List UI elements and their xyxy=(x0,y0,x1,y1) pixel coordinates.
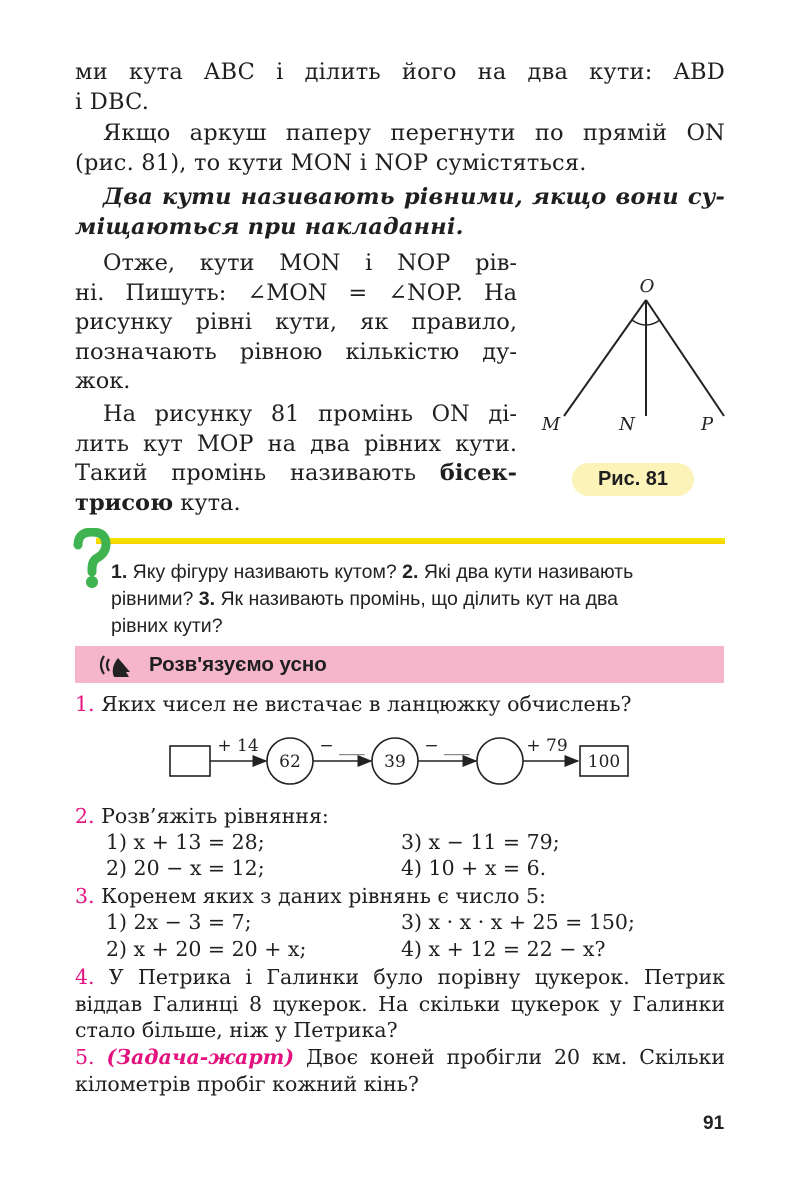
label-p: P xyxy=(700,414,714,435)
text-line: жок. xyxy=(75,368,131,394)
definition-line: міщаються при накладанні. xyxy=(75,213,464,240)
bisector-term: бісек- xyxy=(439,460,517,486)
definition xyxy=(75,183,725,242)
intro-paragraph xyxy=(75,58,725,117)
exercise-3 xyxy=(75,883,735,910)
ray-op xyxy=(646,300,724,416)
text-line: На рисунку 81 промінь ON ді- xyxy=(103,401,517,427)
exercise-number: 4. xyxy=(75,965,95,989)
text-line: рисунку рівні кути, як правило, xyxy=(75,309,517,335)
exercise-statement: Коренем яких з даних рівнянь є число 5: xyxy=(94,884,546,908)
questions-divider xyxy=(96,538,725,544)
exercise-text xyxy=(75,964,725,991)
question-mark-icon xyxy=(72,528,112,590)
question-text: Які два кути називають xyxy=(418,561,634,583)
equation-item: 3) x − 11 = 79; xyxy=(401,830,560,854)
text-line xyxy=(75,459,517,489)
exercise-5 xyxy=(75,1044,735,1097)
text-line: Якщо аркуш паперу перегнути по прямій ON xyxy=(103,120,725,146)
angle-arc-nop xyxy=(646,320,660,325)
question-line xyxy=(111,586,726,613)
joke-task-tag: (Задача-жарт) xyxy=(106,1045,295,1069)
exercise-number: 1. xyxy=(75,692,95,716)
exercise-4 xyxy=(75,964,735,1044)
equation-item: 1) x + 13 = 28; xyxy=(106,830,265,854)
chain-op-4: + 79 xyxy=(526,736,568,756)
exercise-text xyxy=(75,883,735,910)
chain-empty-box xyxy=(170,746,210,776)
text-line: ми кута ABC і ділить його на два кути: ABD xyxy=(75,59,725,85)
angle-arc-mon xyxy=(632,320,646,325)
equation-item: 1) 2x − 3 = 7; xyxy=(106,910,252,934)
question-line: рівних кути? xyxy=(111,615,223,637)
exercise-number: 3. xyxy=(75,884,95,908)
text-line: Отже, кути MON і NOP рів- xyxy=(103,250,517,276)
text-line: і DBC. xyxy=(75,88,150,115)
calculation-chain xyxy=(160,730,640,790)
exercise-text xyxy=(75,691,735,718)
chain-op-1: + 14 xyxy=(217,736,259,756)
text-line: ні. Пишуть: ∠MON = ∠NOP. На xyxy=(75,279,517,306)
equal-angles-text xyxy=(75,249,517,397)
exercise-text xyxy=(75,1044,725,1071)
section-title: Розв'язуємо усно xyxy=(149,653,327,676)
question-text: Яку фігуру називають кутом? xyxy=(127,561,403,583)
exercise-statement: Розв’яжіть рівняння: xyxy=(94,804,329,828)
speech-icon xyxy=(96,652,136,678)
chain-op-2: − ___ xyxy=(319,736,365,756)
question-text: Як називають промінь, що ділить кут на два xyxy=(215,588,618,610)
text-span: Такий промінь називають xyxy=(75,460,440,486)
section-header xyxy=(75,646,724,683)
exercise-text: віддав Галинці 8 цукерок. На скільки цукерок у Галинки xyxy=(75,991,725,1016)
exercise-1 xyxy=(75,691,735,718)
exercise-text xyxy=(75,803,735,830)
question-number: 2. xyxy=(402,561,419,583)
bisector-term: трисою xyxy=(75,489,174,516)
exercise-number: 2. xyxy=(75,804,95,828)
figure-caption: Рис. 81 xyxy=(572,463,694,496)
text-line: лить кут MOP на два рівних кути. xyxy=(75,430,517,457)
chain-empty-node xyxy=(477,738,523,784)
equation-item: 2) 20 − x = 12; xyxy=(106,856,265,880)
chain-value-39: 39 xyxy=(384,752,406,772)
text-line: позначають рівною кількістю ду- xyxy=(75,338,517,365)
chain-result: 100 xyxy=(587,752,621,772)
equation-item: 4) x + 12 = 22 − x? xyxy=(401,937,606,961)
exercise-2 xyxy=(75,803,735,830)
label-n: N xyxy=(619,414,635,435)
figure-81-diagram xyxy=(535,270,735,440)
chain-op-3: − ___ xyxy=(424,736,470,756)
exercise-statement: Двоє коней пробігли 20 км. Скільки xyxy=(294,1045,725,1069)
question-number: 3. xyxy=(198,588,216,610)
exercise-statement: Яких чисел не вистачає в ланцюжку обчислень? xyxy=(94,692,632,716)
definition-line: Два кути називають рівними, якщо вони су- xyxy=(103,184,725,210)
chain-value-62: 62 xyxy=(279,752,301,772)
exercise-text: кілометрів пробіг кожний кінь? xyxy=(75,1071,419,1096)
exercise-text: стало більше, ніж у Петрика? xyxy=(75,1018,398,1042)
question-text: рівними? xyxy=(111,588,199,610)
equation-item: 2) x + 20 = 20 + x; xyxy=(106,937,307,961)
fold-paragraph xyxy=(75,119,725,178)
label-m: M xyxy=(541,414,561,435)
exercise-number: 5. xyxy=(75,1045,95,1069)
equation-item: 4) 10 + x = 6. xyxy=(401,856,547,880)
question-line xyxy=(111,559,726,586)
label-o: O xyxy=(639,276,655,297)
exercise-statement: У Петрика і Галинки було порівну цукерок. Петрик xyxy=(94,965,725,989)
bisector-text xyxy=(75,400,517,518)
text-line xyxy=(75,489,517,519)
page-number: 91 xyxy=(703,1113,725,1134)
equation-item: 3) x · x · x + 25 = 150; xyxy=(401,910,635,934)
ray-om xyxy=(564,300,646,416)
text-span: кута. xyxy=(173,489,241,516)
control-questions xyxy=(111,559,726,640)
text-line: (рис. 81), то кути MON і NOP сумістяться. xyxy=(75,149,587,176)
question-number: 1. xyxy=(111,561,128,583)
